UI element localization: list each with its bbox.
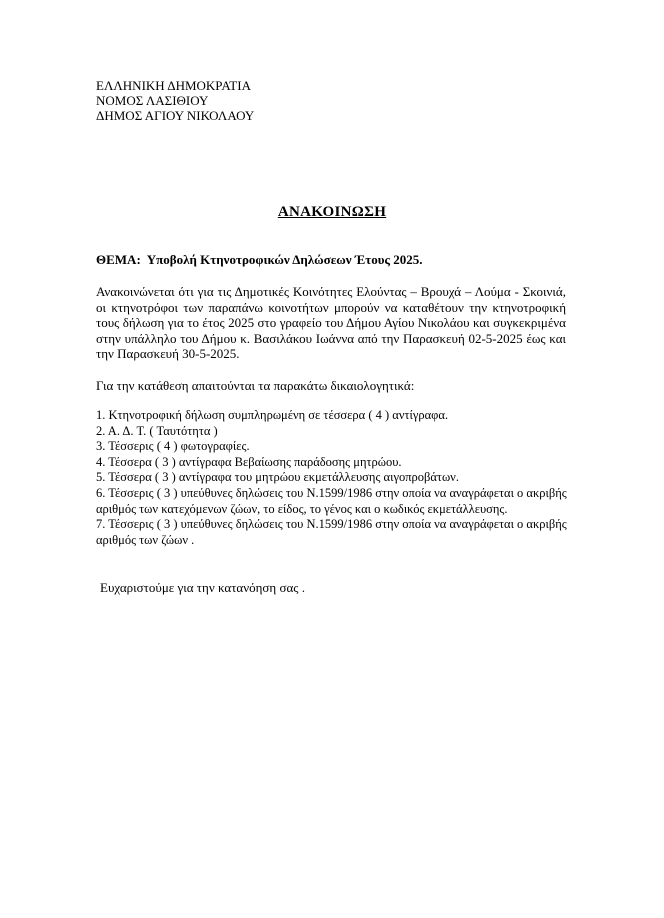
subject-label: ΘΕΜΑ: <box>96 252 141 267</box>
list-item: 2. Α. Δ. Τ. ( Ταυτότητα ) <box>96 423 218 438</box>
required-documents-list <box>96 408 572 548</box>
list-item: 3. Τέσσερις ( 4 ) φωτογραφίες. <box>96 439 250 454</box>
list-item: 6. Τέσσερις ( 3 ) υπεύθυνες δηλώσεις του Ν.1599/1986 στην οποία να αναγράφεται ο ακριβής αριθμός των κατεχόμενων ζώων, το είδος, το γένος και ο κωδικός εκμετάλλευσης. <box>96 485 567 516</box>
announcement-paragraph: Ανακοινώνεται ότι για τις Δημοτικές Κοινότητες Ελούντας – Βρουχά – Λούμα - Σκοινιά, οι κτηνοτρόφοι των παραπάνω κοινοτήτων μπορούν να καταθέτουν την κτηνοτροφική τους δήλωση για το έτος 2025 στο γραφείο του Δήμου Αγίου Νικολάου και συγκεκριμένα στην υπάλληλο του Δήμου κ. Βασιλάκου Ιωάννα από την Παρασκευή 02-5-2025 έως και την Παρασκευή 30-5-2025. <box>96 284 566 362</box>
list-item: 7. Τέσσερις ( 3 ) υπεύθυνες δηλώσεις του Ν.1599/1986 στην οποία να αναγράφεται ο ακριβής αριθμός των ζώων . <box>96 517 567 547</box>
required-documents-intro: Για την κατάθεση απαιτούνται τα παρακάτω δικαιολογητικά: <box>96 378 415 393</box>
header-line-prefecture: ΝΟΜΟΣ ΛΑΣΙΘΙΟΥ <box>96 93 209 108</box>
subject-text: Υποβολή Κτηνοτροφικών Δηλώσεων Έτους 2025. <box>146 252 423 267</box>
document-title <box>0 204 664 220</box>
list-item: 4. Τέσσερα ( 3 ) αντίγραφα Βεβαίωσης παράδοσης μητρώου. <box>96 454 402 469</box>
header-line-country: ΕΛΛΗΝΙΚΗ ΔΗΜΟΚΡΑΤΙΑ <box>96 78 251 93</box>
document-title-text: ΑΝΑΚΟΙΝΩΣΗ <box>277 204 387 220</box>
list-item: 5. Τέσσερα ( 3 ) αντίγραφα του μητρώου εκμετάλλευσης αιγοπροβάτων. <box>96 470 459 485</box>
list-item: 1. Κτηνοτροφική δήλωση συμπληρωμένη σε τέσσερα ( 4 ) αντίγραφα. <box>96 408 449 422</box>
closing-thanks: Ευχαριστούμε για την κατανόηση σας . <box>100 580 305 595</box>
subject-line <box>96 252 566 267</box>
issuer-header <box>96 78 396 123</box>
header-line-municipality: ΔΗΜΟΣ ΑΓΙΟΥ ΝΙΚΟΛΑΟΥ <box>96 108 255 123</box>
